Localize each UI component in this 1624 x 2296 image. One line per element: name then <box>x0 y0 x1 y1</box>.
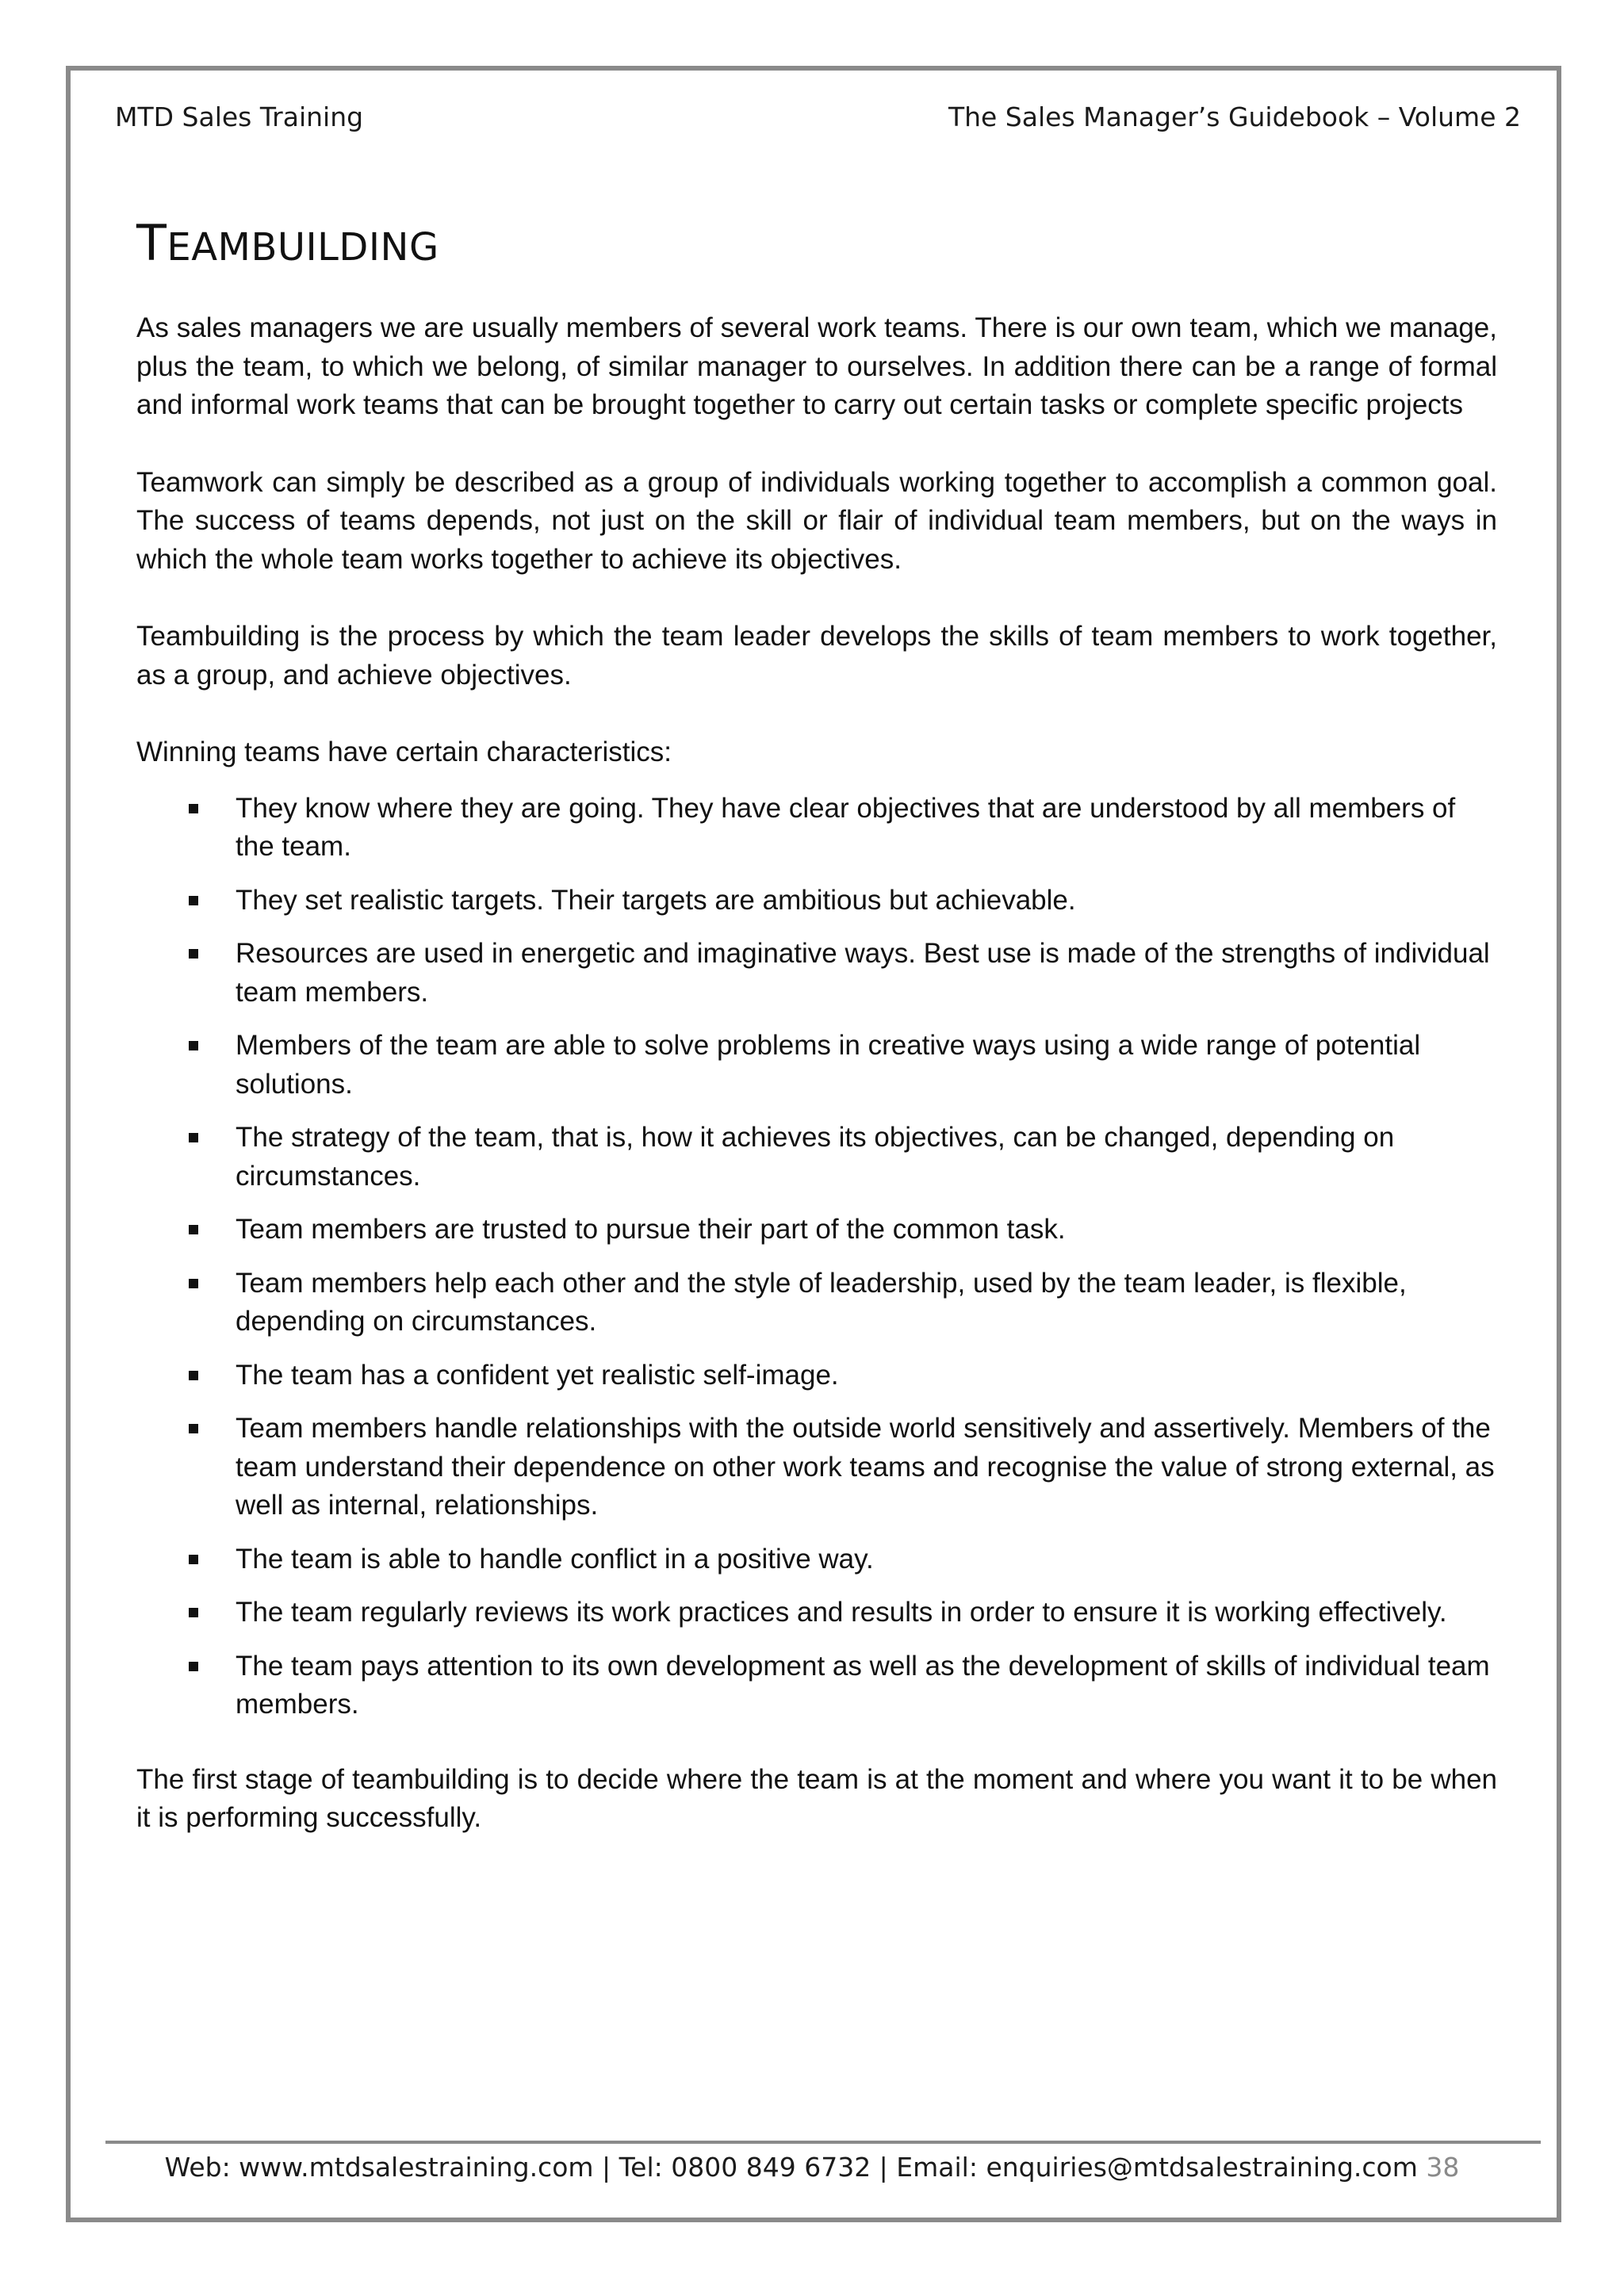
page-number: 38 <box>1426 2152 1460 2183</box>
square-bullet-icon <box>189 1133 198 1142</box>
characteristics-list <box>136 790 1497 1724</box>
list-item-text: The team regularly reviews its work practices and results in order to ensure it is working effectively. <box>236 1597 1447 1628</box>
header-company: MTD Sales Training <box>115 101 364 132</box>
main-content <box>136 214 1497 1877</box>
list-item-text: The strategy of the team, that is, how it achieves its objectives, can be changed, depending on circumstances. <box>236 1122 1395 1192</box>
list-item <box>136 1540 1497 1579</box>
footer-divider <box>105 2141 1541 2144</box>
header-book-title: The Sales Manager’s Guidebook – Volume 2 <box>948 101 1521 132</box>
list-item-text: They set realistic targets. Their targets are ambitious but achievable. <box>236 884 1076 916</box>
list-intro: Winning teams have certain characteristics: <box>136 737 672 768</box>
square-bullet-icon <box>189 1424 198 1433</box>
list-item <box>136 1357 1497 1395</box>
footer-contact: Web: www.mtdsalestraining.com | Tel: 0800 849 6732 | Email: enquiries@mtdsalestraining.com <box>164 2152 1418 2183</box>
square-bullet-icon <box>189 896 198 905</box>
list-item <box>136 1119 1497 1196</box>
paragraph-teamwork: Teamwork can simply be described as a group of individuals working together to accomplish a common goal. The success of teams depends, not just on the skill or flair of individual team members, but on the ways in which the whole team works together to achieve its objectives. <box>136 466 1497 575</box>
list-item <box>136 1211 1497 1249</box>
page-header <box>115 101 1521 136</box>
list-item <box>136 882 1497 920</box>
page-title <box>136 214 1497 273</box>
square-bullet-icon <box>189 1555 198 1564</box>
square-bullet-icon <box>189 1662 198 1671</box>
paragraph-teambuilding: Teambuilding is the process by which the team leader develops the skills of team members to work together, as a group, and achieve objectives. <box>136 621 1497 691</box>
list-item <box>136 1027 1497 1104</box>
square-bullet-icon <box>189 1608 198 1617</box>
list-item <box>136 1410 1497 1525</box>
square-bullet-icon <box>189 1225 198 1234</box>
title-first-letter: T <box>136 214 167 272</box>
square-bullet-icon <box>189 949 198 959</box>
list-item-text: The team has a confident yet realistic self-image. <box>236 1359 839 1391</box>
list-item-text: Team members are trusted to pursue their part of the common task. <box>236 1214 1066 1246</box>
list-item <box>136 1265 1497 1341</box>
list-item-text: Members of the team are able to solve problems in creative ways using a wide range of potential solutions. <box>236 1030 1421 1100</box>
page-footer <box>0 2152 1624 2183</box>
list-item <box>136 935 1497 1012</box>
square-bullet-icon <box>189 1041 198 1050</box>
paragraph-intro: As sales managers we are usually members of several work teams. There is our own team, which we manage, plus the team, to which we belong, of similar manager to ourselves. In addition there can be a range of formal and informal work teams that can be brought together to carry out certain tasks or complete specific projects <box>136 312 1497 421</box>
paragraph-closing: The first stage of teambuilding is to decide where the team is at the moment and where you want it to be when it is performing successfully. <box>136 1763 1497 1834</box>
list-item-text: Team members help each other and the style of leadership, used by the team leader, is flexible, depending on circumstances. <box>236 1267 1407 1337</box>
title-rest: EAMBUILDING <box>167 225 439 270</box>
square-bullet-icon <box>189 804 198 813</box>
square-bullet-icon <box>189 1371 198 1380</box>
list-item <box>136 1647 1497 1724</box>
list-item-text: The team is able to handle conflict in a positive way. <box>236 1543 874 1575</box>
list-item-text: Resources are used in energetic and imaginative ways. Best use is made of the strengths of individual team members. <box>236 938 1490 1008</box>
list-item-text: They know where they are going. They have clear objectives that are understood by all members of the team. <box>236 792 1456 863</box>
list-item-text: Team members handle relationships with the outside world sensitively and assertively. Members of the team understand their dependence on other work teams and recognise the value of strong external, as well as internal, relationships. <box>236 1413 1495 1521</box>
list-item <box>136 1594 1497 1632</box>
square-bullet-icon <box>189 1279 198 1288</box>
list-item-text: The team pays attention to its own development as well as the development of skills of individual team members. <box>236 1650 1490 1720</box>
list-item <box>136 790 1497 867</box>
